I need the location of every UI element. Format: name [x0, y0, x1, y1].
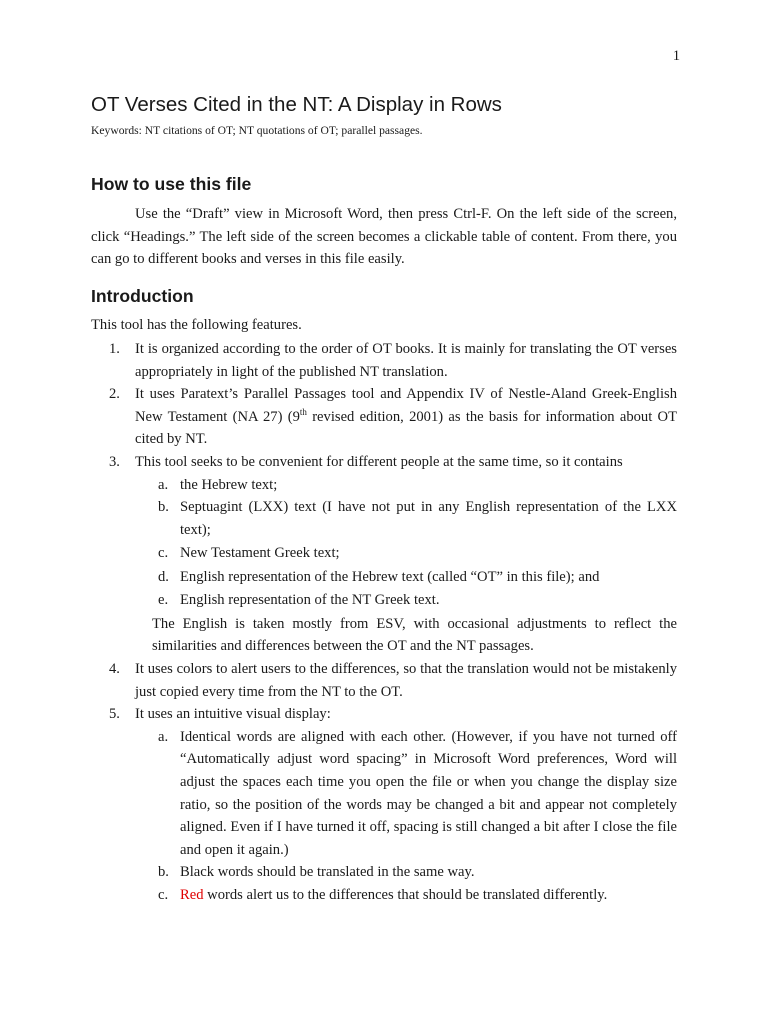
sublist-text: English representation of the Hebrew text (called “OT” in this file); and — [180, 568, 600, 585]
feature-text: It is organized according to the order of OT books. It is mainly for translating the OT verses appropriately in light of the published NT translation. — [135, 341, 677, 380]
document-title: OT Verses Cited in the NT: A Display in Rows — [91, 93, 502, 116]
sublist-item — [135, 861, 677, 884]
how-to-paragraph: Use the “Draft” view in Microsoft Word, then press Ctrl-F. On the left side of the screen, click “Headings.” The left side of the screen becomes a clickable table of content. From there, you can go to different books and verses in this file easily. — [91, 206, 677, 268]
list-number: 3. — [109, 453, 120, 470]
how-to-heading: How to use this file — [91, 174, 252, 194]
english-source-note: The English is taken mostly from ESV, with occasional adjustments to reflect the similarities and differences between the OT and the NT passages. — [152, 615, 677, 655]
display-sublist — [135, 726, 677, 907]
content-sublist — [135, 474, 677, 612]
feature-item-4 — [91, 658, 677, 703]
sublist-letter: c. — [158, 545, 169, 562]
feature-text: It uses colors to alert users to the differences, so that the translation would not be mistakenly just copied every time from the NT to the OT. — [135, 660, 677, 700]
sublist-item — [135, 496, 677, 541]
feature-item-1 — [91, 338, 677, 383]
sublist-text: the Hebrew text; — [180, 476, 278, 493]
sublist-text: Septuagint (LXX) text (I have not put in any English representation of the LXX text); — [180, 499, 677, 538]
sublist-item — [135, 474, 677, 497]
sublist-item — [135, 726, 677, 862]
list-number: 2. — [109, 386, 120, 403]
feature-item-5 — [91, 703, 677, 906]
sublist-item — [135, 542, 677, 565]
sublist-item — [135, 884, 677, 907]
feature-item-3 — [91, 451, 677, 658]
feature-text: It uses an intuitive visual display: — [135, 706, 331, 723]
sublist-letter: e. — [158, 592, 169, 609]
feature-text-end: revised edition, 2001) as the basis for information about OT cited by NT. — [135, 408, 677, 448]
sublist-text: words alert us to the differences that should be translated differently. — [203, 886, 608, 903]
feature-list — [91, 338, 677, 907]
red-word: Red — [180, 886, 204, 903]
feature-text-start: It uses Paratext’s Parallel Passages tool and Appendix IV of Nestle-Aland Greek-English New Testament (NA 27) (9 — [135, 386, 677, 425]
sublist-text: English representation of the NT Greek text. — [180, 592, 440, 609]
sublist-letter: a. — [158, 476, 169, 493]
introduction-lead: This tool has the following features. — [91, 317, 302, 333]
list-number: 4. — [109, 660, 120, 677]
sublist-text: Identical words are aligned with each other. (However, if you have not turned off “Automatically adjust word spacing” in Microsoft Word preferences, Word will adjust the spaces each time you open the file or when you change the display size ratio, so the position of the words may be changed a bit and appear not completely aligned. Even if I have turned it off, spacing is still changed a bit after I close the file and open it again.) — [180, 728, 677, 858]
feature-text: This tool seeks to be convenient for different people at the same time, so it contains — [135, 453, 623, 470]
sublist-letter: b. — [158, 499, 169, 516]
feature-item-2 — [91, 383, 677, 451]
sublist-letter: b. — [158, 864, 169, 881]
sublist-letter: a. — [158, 728, 169, 745]
sublist-item — [135, 566, 677, 589]
list-number: 5. — [109, 706, 120, 723]
sublist-text: Black words should be translated in the same way. — [180, 864, 475, 881]
introduction-heading: Introduction — [91, 286, 194, 306]
sublist-letter: c. — [158, 886, 169, 903]
keywords-line: Keywords: NT citations of OT; NT quotations of OT; parallel passages. — [91, 124, 423, 137]
sublist-text: New Testament Greek text; — [180, 545, 340, 562]
sublist-letter: d. — [158, 568, 169, 585]
page-number: 1 — [672, 48, 680, 64]
list-number: 1. — [109, 341, 120, 357]
sublist-item — [135, 589, 677, 612]
edition-superscript: th — [299, 406, 307, 417]
